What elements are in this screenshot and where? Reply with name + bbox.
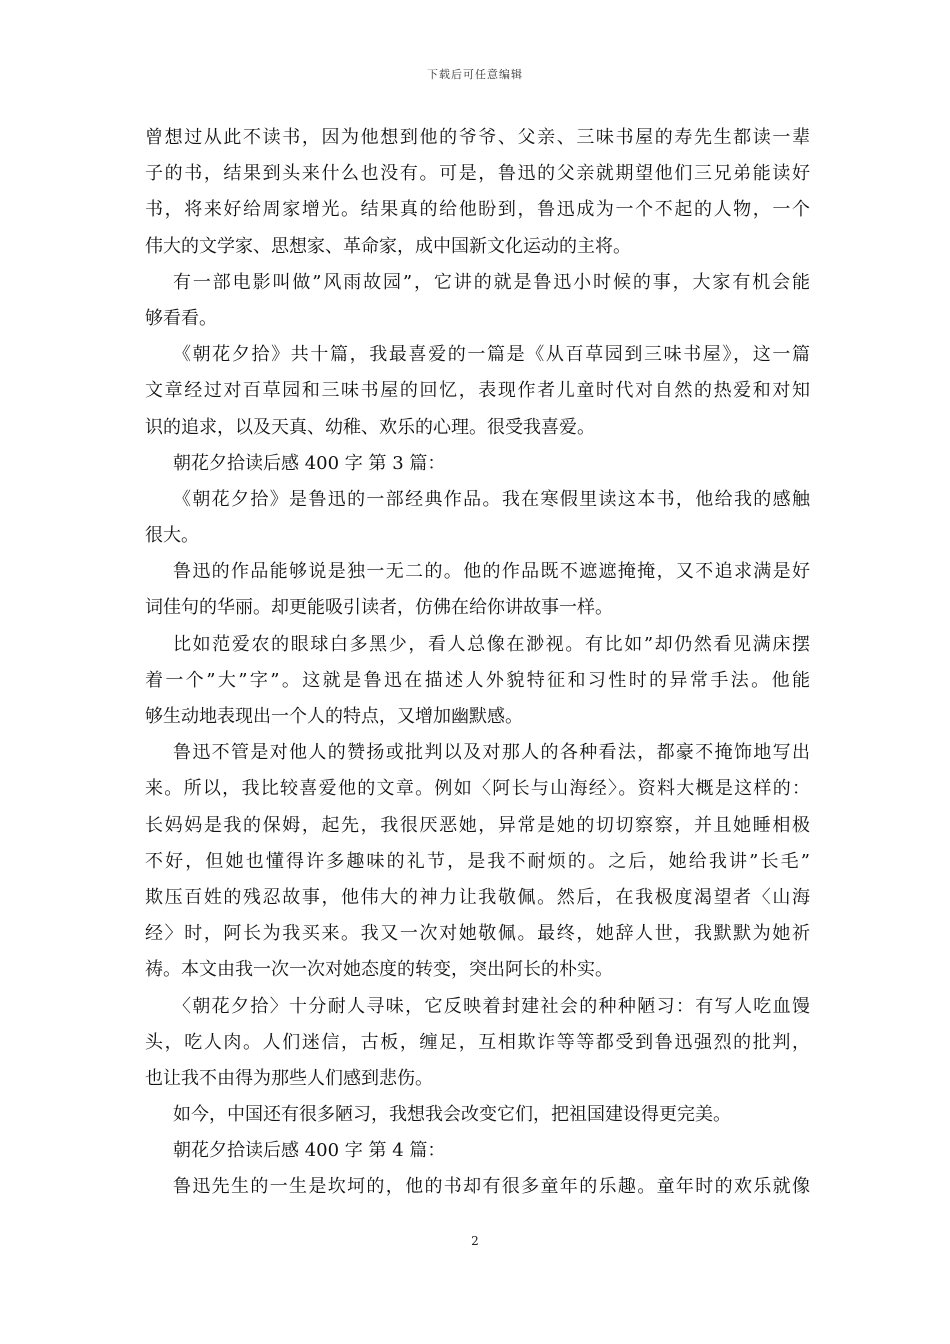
text-line: 识的追求，以及天真、幼稚、欢乐的心理。很受我喜爱。 bbox=[145, 416, 595, 438]
text-line: 不好，但她也懂得许多趣味的礼节，是我不耐烦的。之后，她给我讲”长毛” bbox=[145, 850, 810, 872]
text-line: 曾想过从此不读书，因为他想到他的爷爷、父亲、三味书屋的寿先生都读一辈 bbox=[145, 127, 810, 148]
text-line: 词佳句的华丽。却更能吸引读者，仿佛在给你讲故事一样。 bbox=[145, 597, 613, 619]
text-line: 有一部电影叫做”风雨故园”，它讲的就是鲁迅小时候的事，大家有机会能 bbox=[173, 271, 810, 293]
text-line: 也让我不由得为那些人们感到悲伤。 bbox=[145, 1067, 433, 1089]
text-line: 着一个”大”字”。这就是鲁迅在描述人外貌特征和习性时的异常手法。他能 bbox=[145, 669, 810, 691]
text-line: 很大。 bbox=[145, 525, 199, 547]
text-line: 如今，中国还有很多陋习，我想我会改变它们，把祖国建设得更完美。 bbox=[173, 1104, 731, 1126]
text-line: 头，吃人肉。人们迷信，古板，缠足，互相欺诈等等都受到鲁迅强烈的批判， bbox=[145, 1031, 810, 1053]
text-line: 比如范爱农的眼球白多黑少，看人总像在渺视。有比如”却仍然看见满床摆 bbox=[173, 633, 810, 655]
text-line: 伟大的文学家、思想家、革命家，成中国新文化运动的主将。 bbox=[145, 235, 631, 257]
text-line: 长妈妈是我的保姆，起先，我很厌恶她，异常是她的切切察察，并且她睡相极 bbox=[145, 814, 810, 836]
text-line: 够生动地表现出一个人的特点，又增加幽默感。 bbox=[145, 706, 523, 727]
text-line: 书，将来好给周家增光。结果真的给他盼到，鲁迅成为一个不起的人物，一个 bbox=[145, 199, 810, 221]
text-line: 鲁迅的作品能够说是独一无二的。他的作品既不遮遮掩掩，又不追求满是好 bbox=[173, 561, 810, 583]
text-line: 来。所以，我比较喜爱他的文章。例如〈阿长与山海经〉。资料大概是这样的： bbox=[145, 778, 810, 800]
text-line: 鲁迅不管是对他人的赞扬或批判以及对那人的各种看法，都豪不掩饰地写出 bbox=[173, 742, 810, 764]
text-line: 《朝花夕拾》共十篇，我最喜爱的一篇是《从百草园到三味书屋》，这一篇 bbox=[173, 344, 810, 366]
page-header: 下载后可任意编辑 bbox=[427, 68, 523, 81]
text-line: 够看看。 bbox=[145, 307, 217, 329]
text-line: 文章经过对百草园和三味书屋的回忆，表现作者儿童时代对自然的热爱和对知 bbox=[145, 380, 810, 402]
text-line: 《朝花夕拾》是鲁迅的一部经典作品。我在寒假里读这本书，他给我的感触 bbox=[173, 488, 810, 510]
document-body bbox=[145, 120, 810, 1206]
text-line: 朝花夕拾读后感 400 字 第 3 篇： bbox=[173, 452, 446, 474]
text-line: 朝花夕拾读后感 400 字 第 4 篇： bbox=[173, 1140, 446, 1162]
text-line: 祷。本文由我一次一次对她态度的转变，突出阿长的朴实。 bbox=[145, 959, 613, 981]
text-line: 子的书，结果到头来什么也没有。可是，鲁迅的父亲就期望他们三兄弟能读好 bbox=[145, 163, 810, 185]
text-line: 欺压百姓的残忍故事，他伟大的神力让我敬佩。然后，在我极度渴望者〈山海 bbox=[145, 886, 810, 908]
page-number: 2 bbox=[471, 1234, 479, 1248]
text-line: 〈朝花夕拾〉十分耐人寻味，它反映着封建社会的种种陋习：有写人吃血馒 bbox=[173, 995, 810, 1017]
text-line: 经〉时，阿长为我买来。我又一次对她敬佩。最终，她辞人世，我默默为她祈 bbox=[145, 923, 810, 945]
text-line: 鲁迅先生的一生是坎坷的，他的书却有很多童年的乐趣。童年时的欢乐就像 bbox=[173, 1176, 810, 1198]
